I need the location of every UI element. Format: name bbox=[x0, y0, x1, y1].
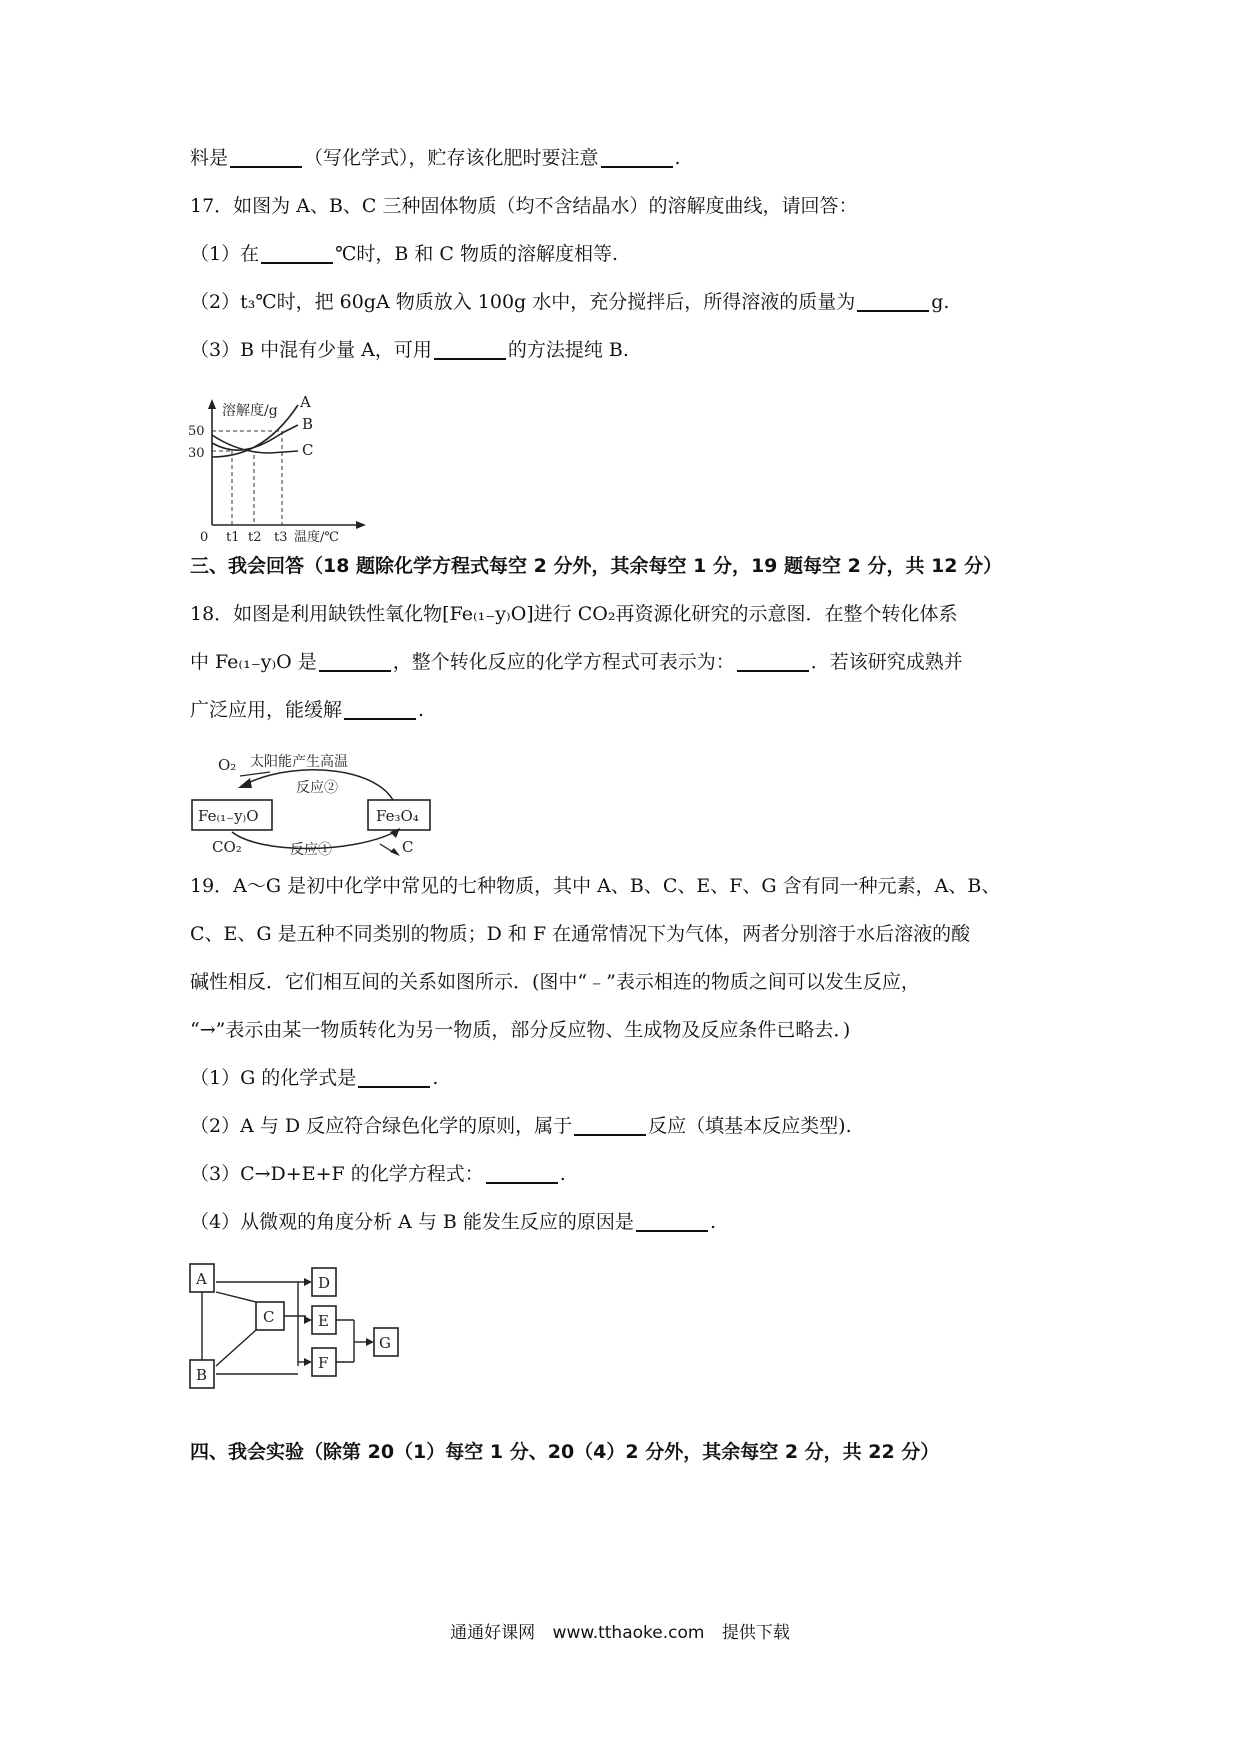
answer-blank[interactable] bbox=[601, 146, 673, 168]
q19-line2: C、E、G 是五种不同类别的物质；D 和 F 在通常情况下为气体，两者分别溶于水后溶液的酸 bbox=[190, 923, 971, 945]
y-tick-50: 50 bbox=[188, 424, 205, 439]
series-b-curve bbox=[212, 425, 298, 450]
q18-l3-a: 广泛应用，能缓解 bbox=[190, 699, 343, 721]
y-axis-arrow bbox=[208, 399, 216, 409]
q19-p1-b: . bbox=[432, 1067, 439, 1089]
q17-p2-a: （2）t₃℃时，把 60gA 物质放入 100g 水中，充分搅拌后，所得溶液的质量为 bbox=[190, 291, 856, 313]
y-tick-30: 30 bbox=[188, 446, 205, 461]
fe-cycle-diagram bbox=[190, 748, 450, 858]
q16-text-c: . bbox=[674, 147, 681, 169]
x-tick-t3: t3 bbox=[274, 530, 288, 545]
q17-stem: 17．如图为 A、B、C 三种固体物质（均不含结晶水）的溶解度曲线，请回答： bbox=[190, 195, 858, 217]
fe1yo-label: Fe₍₁₋y₎O bbox=[198, 807, 259, 825]
q17-p1-b: ℃时，B 和 C 物质的溶解度相等. bbox=[335, 243, 619, 265]
solubility-chart bbox=[190, 395, 370, 545]
box-c-label: C bbox=[263, 1308, 275, 1326]
q19-p3-a: （3）C→D+E+F 的化学方程式： bbox=[190, 1163, 484, 1185]
footer-url[interactable]: www.tthaoke.com bbox=[552, 1623, 705, 1643]
answer-blank[interactable] bbox=[434, 338, 506, 360]
q19-part1 bbox=[190, 1064, 1090, 1092]
series-c-curve bbox=[212, 435, 298, 453]
o2-label: O₂ bbox=[218, 756, 237, 774]
series-a-label: A bbox=[300, 393, 311, 411]
x-axis-arrow bbox=[356, 521, 366, 529]
q19-p1-a: （1）G 的化学式是 bbox=[190, 1067, 357, 1089]
link-a-c bbox=[216, 1292, 256, 1302]
section4-heading: 四、我会实验（除第 20（1）每空 1 分、20（4）2 分外，其余每空 2 分，共 22 分） bbox=[190, 1441, 940, 1463]
q19-p2-a: （2）A 与 D 反应符合绿色化学的原则，属于 bbox=[190, 1115, 573, 1137]
q19-p3-b: . bbox=[559, 1163, 566, 1185]
q17-p3-a: （3）B 中混有少量 A，可用 bbox=[190, 339, 432, 361]
answer-blank[interactable] bbox=[230, 146, 302, 168]
x-tick-t1: t1 bbox=[226, 530, 240, 545]
co2-label: CO₂ bbox=[212, 838, 242, 856]
c-label: C bbox=[402, 838, 414, 856]
q16-text-b: （写化学式），贮存该化肥时要注意 bbox=[304, 147, 599, 169]
footer bbox=[0, 1618, 1240, 1643]
answer-blank[interactable] bbox=[737, 650, 809, 672]
reaction2-label: 反应② bbox=[296, 780, 338, 796]
q17-part3 bbox=[190, 336, 1090, 364]
answer-blank[interactable] bbox=[319, 650, 391, 672]
arrow-head bbox=[304, 1278, 312, 1286]
answer-blank[interactable] bbox=[358, 1066, 430, 1088]
q18-l2-b: ，整个转化反应的化学方程式可表示为： bbox=[392, 651, 735, 673]
y-axis-label: 溶解度/g bbox=[222, 403, 278, 419]
q18-line3 bbox=[190, 696, 1090, 724]
x-tick-t2: t2 bbox=[248, 530, 262, 545]
answer-blank[interactable] bbox=[636, 1210, 708, 1232]
answer-blank[interactable] bbox=[857, 290, 929, 312]
x-tick-0: 0 bbox=[200, 530, 209, 545]
q19-p4-b: . bbox=[709, 1211, 716, 1233]
q19-line4: “→”表示由某一物质转化为另一物质，部分反应物、生成物及反应条件已略去．) bbox=[190, 1019, 851, 1041]
q19-line3: 碱性相反．它们相互间的关系如图所示．(图中“﹣”表示相连的物质之间可以发生反应， bbox=[190, 971, 920, 993]
answer-blank[interactable] bbox=[486, 1162, 558, 1184]
answer-blank[interactable] bbox=[574, 1114, 646, 1136]
box-f-label: F bbox=[318, 1354, 329, 1372]
q18-line1: 18．如图是利用缺铁性氧化物[Fe₍₁₋y₎O]进行 CO₂再资源化研究的示意图．在整个转化体系 bbox=[190, 603, 958, 625]
q19-part3 bbox=[190, 1160, 1090, 1188]
q16-text-a: 料是 bbox=[190, 147, 229, 169]
arrow-head bbox=[304, 1316, 312, 1324]
footer-site: 通通好课网 bbox=[450, 1623, 536, 1643]
substance-relation-diagram bbox=[190, 1262, 440, 1392]
q18-line2 bbox=[190, 648, 1090, 676]
series-c-label: C bbox=[302, 441, 314, 459]
box-g-label: G bbox=[379, 1334, 391, 1352]
box-b-label: B bbox=[196, 1366, 208, 1384]
arrow-head bbox=[366, 1338, 374, 1346]
q16-tail bbox=[190, 144, 1090, 172]
q17-part2 bbox=[190, 288, 1090, 316]
q18-l2-c: ．若该研究成熟并 bbox=[810, 651, 963, 673]
fe3o4-label: Fe₃O₄ bbox=[376, 807, 419, 825]
q17-part1 bbox=[190, 240, 1090, 268]
link-b-c bbox=[216, 1330, 256, 1366]
section3-heading: 三、我会回答（18 题除化学方程式每空 2 分外，其余每空 1 分，19 题每空 2 分，共 12 分） bbox=[190, 555, 1003, 577]
footer-note: 提供下载 bbox=[721, 1623, 790, 1643]
arrow-head bbox=[304, 1358, 312, 1366]
reaction1-label: 反应① bbox=[290, 842, 332, 858]
q19-part2 bbox=[190, 1112, 1090, 1140]
q19-line1: 19．A～G 是初中化学中常见的七种物质，其中 A、B、C、E、F、G 含有同一种元素，A、B、 bbox=[190, 875, 1001, 897]
q17-p1-a: （1）在 bbox=[190, 243, 260, 265]
q19-part4 bbox=[190, 1208, 1090, 1236]
box-e-label: E bbox=[318, 1312, 329, 1330]
q19-p2-b: 反应（填基本反应类型). bbox=[648, 1115, 852, 1137]
q18-l3-b: . bbox=[418, 699, 425, 721]
x-axis-label: 温度/℃ bbox=[294, 530, 339, 545]
series-b-label: B bbox=[302, 415, 314, 433]
o2-arrow bbox=[240, 772, 270, 776]
arrow-head bbox=[238, 778, 252, 788]
box-d-label: D bbox=[318, 1274, 331, 1292]
q19-p4-a: （4）从微观的角度分析 A 与 B 能发生反应的原因是 bbox=[190, 1211, 634, 1233]
answer-blank[interactable] bbox=[344, 698, 416, 720]
q17-p3-b: 的方法提纯 B. bbox=[507, 339, 629, 361]
q18-l2-a: 中 Fe₍₁₋y₎O 是 bbox=[190, 651, 317, 673]
answer-blank[interactable] bbox=[261, 242, 333, 264]
solar-heat-label: 太阳能产生高温 bbox=[250, 754, 348, 770]
arrow-head bbox=[390, 848, 400, 856]
q17-p2-b: g. bbox=[931, 291, 950, 313]
box-a-label: A bbox=[196, 1270, 207, 1288]
